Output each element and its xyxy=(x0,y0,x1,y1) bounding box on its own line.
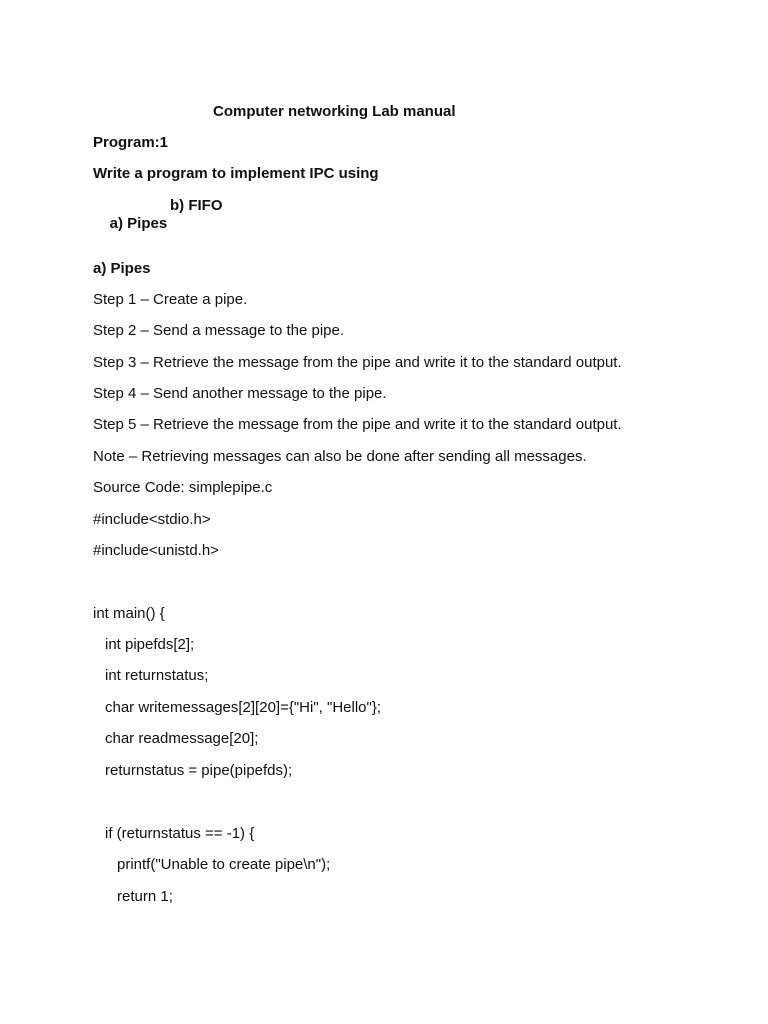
source-code-label: Source Code: simplepipe.c xyxy=(93,479,273,496)
code-line-if: if (returnstatus == -1) { xyxy=(105,825,255,842)
step-4: Step 4 – Send another message to the pipe. xyxy=(93,385,387,402)
code-line-printf: printf("Unable to create pipe\n"); xyxy=(117,856,331,873)
code-line-include-unistd: #include<unistd.h> xyxy=(93,542,219,559)
code-line-main: int main() { xyxy=(93,605,165,622)
options-line xyxy=(93,197,223,269)
code-line-pipe-call: returnstatus = pipe(pipefds); xyxy=(105,762,293,779)
code-line-return: return 1; xyxy=(117,888,173,905)
step-3: Step 3 – Retrieve the message from the pipe and write it to the standard output. xyxy=(93,354,622,371)
option-a: a) Pipes xyxy=(109,215,168,232)
option-b: b) FIFO xyxy=(170,197,223,214)
code-line-readmessage: char readmessage[20]; xyxy=(105,730,259,747)
step-2: Step 2 – Send a message to the pipe. xyxy=(93,322,345,339)
program-number: Program:1 xyxy=(93,134,169,151)
code-line-include-stdio: #include<stdio.h> xyxy=(93,511,211,528)
code-line-writemessages: char writemessages[2][20]={"Hi", "Hello"}; xyxy=(105,699,382,716)
code-line-returnstatus-decl: int returnstatus; xyxy=(105,667,209,684)
document-title: Computer networking Lab manual xyxy=(213,103,456,120)
task-statement: Write a program to implement IPC using xyxy=(93,165,379,182)
note: Note – Retrieving messages can also be done after sending all messages. xyxy=(93,448,587,465)
section-heading: a) Pipes xyxy=(93,260,151,277)
step-5: Step 5 – Retrieve the message from the pipe and write it to the standard output. xyxy=(93,416,622,433)
code-line-pipefds: int pipefds[2]; xyxy=(105,636,195,653)
step-1: Step 1 – Create a pipe. xyxy=(93,291,248,308)
